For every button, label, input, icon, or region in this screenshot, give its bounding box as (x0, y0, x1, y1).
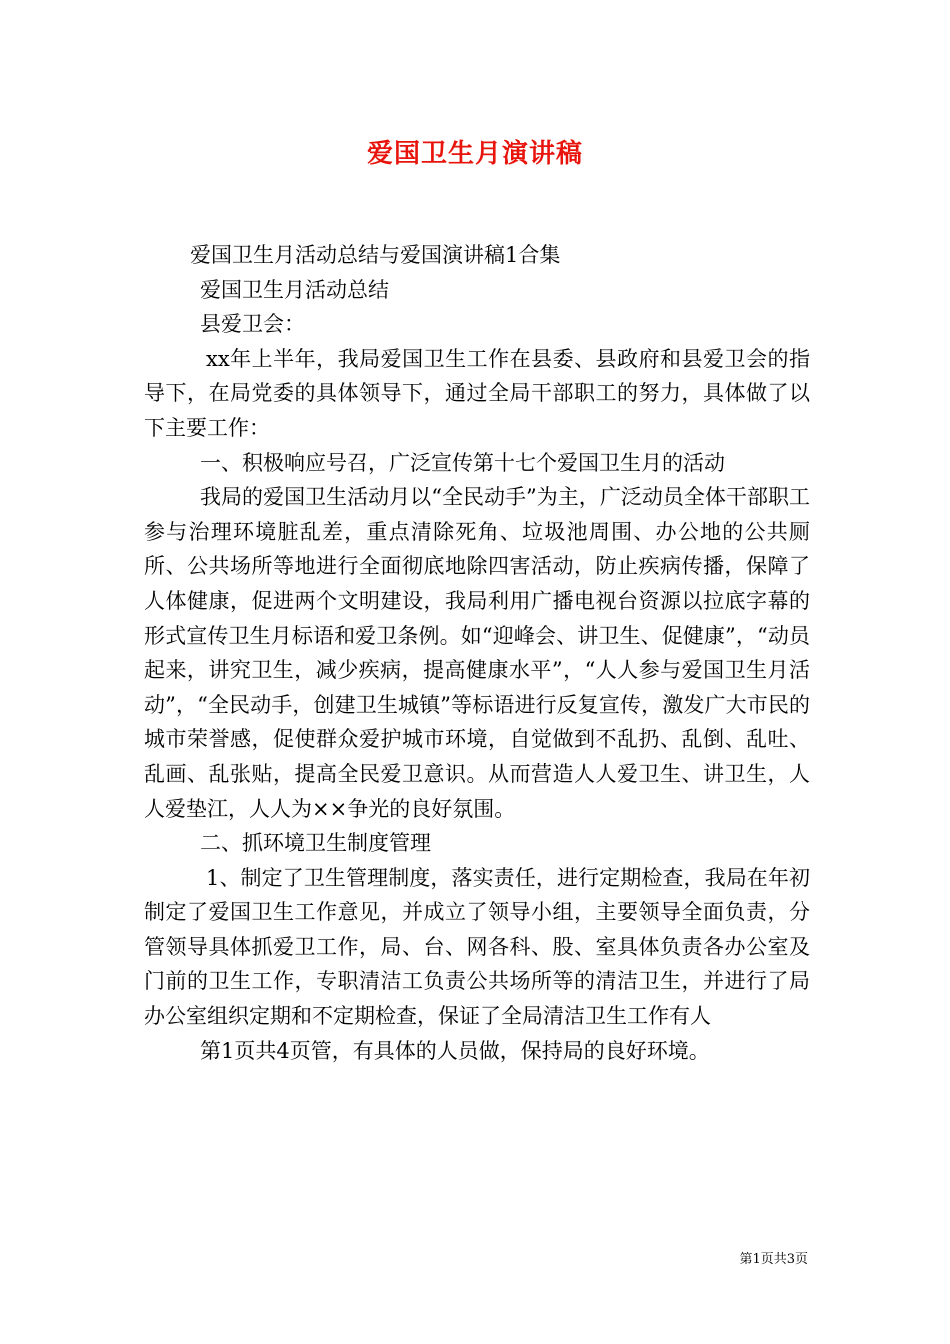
paragraph-subtitle: 爱国卫生月活动总结与爱国演讲稿1合集 (190, 243, 561, 267)
document-body (144, 238, 810, 1068)
paragraph-section-2: 二、抓环境卫生制度管理 (200, 831, 431, 856)
page-number: 第1页共3页 (739, 1252, 808, 1267)
paragraph-section-1: 一、积极响应号召，广泛宣传第十七个爱国卫生月的活动 (200, 450, 725, 475)
paragraph-salutation: 县爱卫会： (200, 312, 305, 337)
document-title: 爱国卫生月演讲稿 (366, 139, 583, 169)
paragraph-body-1: 我局的爱国卫生活动月以“全民动手”为主，广泛动员全体干部职工参与治理环境脏乱差，重点清除死角、垃圾池周围、办公地的公共厕所、公共场所等地进行全面彻底地除四害活动，防止疾病传播，保障了人体健康，促进两个文明建设，我局利用广播电视台资源以拉底字幕的形式宣传卫生月标语和爱卫条例。如“迎峰会、讲卫生、促健康”，“动员起来，讲究卫生，减少疾病，提高健康水平”，“人人参与爱国卫生月活动”，“全民动手，创建卫生城镇”等标语进行反复宣传，激发广大市民的城市荣誉感，促使群众爱护城市环境，自觉做到不乱扔、乱倒、乱吐、乱画、乱张贴，提高全民爱卫意识。从而营造人人爱卫生、讲卫生，人人爱垫江，人人为××争光的良好氛围。 (144, 485, 810, 821)
paragraph-heading: 爱国卫生月活动总结 (200, 277, 389, 302)
paragraph-body-2: 1、制定了卫生管理制度，落实责任，进行定期检查，我局在年初制定了爱国卫生工作意见，并成立了领导小组，主要领导全面负责，分管领导具体抓爱卫工作，局、台、网各科、股、室具体负责各办公室及门前的卫生工作，专职清洁工负责公共场所等的清洁卫生，并进行了局办公室组织定期和不定期检查，保证了全局清洁卫生工作有人 (144, 865, 810, 1029)
paragraph-intro: xx年上半年，我局爱国卫生工作在县委、县政府和县爱卫会的指导下，在局党委的具体领导下，通过全局干部职工的努力，具体做了以下主要工作： (144, 346, 810, 440)
paragraph-body-3: 第1页共4页管，有具体的人员做，保持局的良好环境。 (200, 1038, 710, 1063)
